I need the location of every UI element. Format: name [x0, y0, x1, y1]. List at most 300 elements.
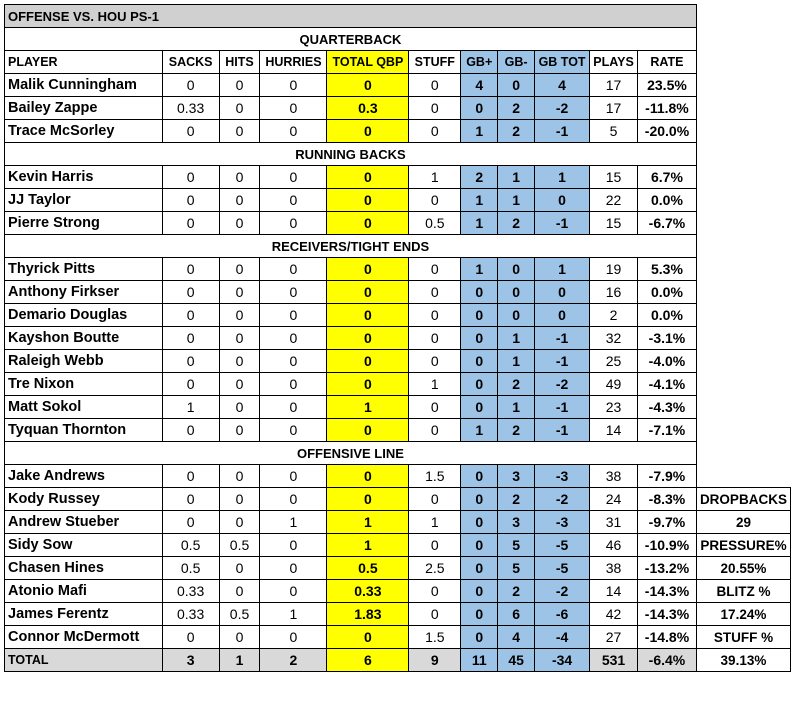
stat-rate: -14.3% — [638, 580, 697, 603]
stat-gb-minus: 2 — [498, 580, 535, 603]
stat-hurries: 0 — [260, 189, 327, 212]
stat-stuff: 1 — [409, 511, 461, 534]
stat-hits: 0 — [219, 120, 260, 143]
header-plays: PLAYS — [590, 51, 638, 74]
stat-hurries: 0 — [260, 327, 327, 350]
stat-plays: 22 — [590, 189, 638, 212]
table-row — [5, 258, 791, 281]
stat-hurries: 1 — [260, 603, 327, 626]
player-name: Tre Nixon — [5, 373, 163, 396]
stat-stuff: 1 — [409, 373, 461, 396]
stat-gb-tot: -1 — [535, 419, 590, 442]
stat-sacks: 0 — [162, 511, 219, 534]
stat-hits: 0.5 — [219, 603, 260, 626]
stat-gb-tot: -1 — [535, 350, 590, 373]
stat-gb-plus: 0 — [461, 373, 498, 396]
stat-hits: 0 — [219, 350, 260, 373]
stat-gb-plus: 0 — [461, 603, 498, 626]
stat-hurries: 0 — [260, 281, 327, 304]
stat-hurries: 0 — [260, 396, 327, 419]
stat-gb-plus: 0 — [461, 488, 498, 511]
section-title: QUARTERBACK — [5, 28, 697, 51]
stat-sacks: 0 — [162, 120, 219, 143]
header-player: PLAYER — [5, 51, 163, 74]
stat-total-qbp: 0 — [327, 281, 409, 304]
total-label: TOTAL — [5, 649, 163, 672]
stat-sacks: 0 — [162, 626, 219, 649]
header-gb-minus: GB- — [498, 51, 535, 74]
stat-stuff: 0 — [409, 97, 461, 120]
side-stat: 39.13% — [696, 649, 790, 672]
stat-sacks: 0 — [162, 304, 219, 327]
player-name: Kevin Harris — [5, 166, 163, 189]
total-hits: 1 — [219, 649, 260, 672]
side-stat: DROPBACKS — [696, 488, 790, 511]
player-name: Andrew Stueber — [5, 511, 163, 534]
stat-hurries: 0 — [260, 626, 327, 649]
stat-hits: 0 — [219, 258, 260, 281]
stat-total-qbp: 0 — [327, 373, 409, 396]
stat-total-qbp: 1 — [327, 534, 409, 557]
section-header-row — [5, 28, 791, 51]
stat-gb-tot: -2 — [535, 373, 590, 396]
stat-gb-minus: 6 — [498, 603, 535, 626]
stat-stuff: 0 — [409, 396, 461, 419]
stat-hits: 0 — [219, 419, 260, 442]
stat-plays: 32 — [590, 327, 638, 350]
stat-hurries: 0 — [260, 74, 327, 97]
stat-rate: 0.0% — [638, 281, 697, 304]
stat-gb-minus: 3 — [498, 465, 535, 488]
stat-sacks: 0 — [162, 258, 219, 281]
stat-gb-tot: -6 — [535, 603, 590, 626]
player-name: Jake Andrews — [5, 465, 163, 488]
stat-hits: 0.5 — [219, 534, 260, 557]
stat-gb-plus: 1 — [461, 120, 498, 143]
stat-gb-plus: 0 — [461, 396, 498, 419]
stat-gb-minus: 0 — [498, 281, 535, 304]
stat-hurries: 0 — [260, 97, 327, 120]
table-row — [5, 488, 791, 511]
stat-gb-plus: 1 — [461, 419, 498, 442]
table-row — [5, 511, 791, 534]
stat-sacks: 0 — [162, 465, 219, 488]
stat-gb-minus: 1 — [498, 350, 535, 373]
stat-plays: 38 — [590, 465, 638, 488]
stat-total-qbp: 0 — [327, 304, 409, 327]
side-empty — [696, 166, 790, 189]
stat-gb-minus: 1 — [498, 189, 535, 212]
stat-rate: -8.3% — [638, 488, 697, 511]
side-empty — [696, 97, 790, 120]
stat-gb-plus: 0 — [461, 350, 498, 373]
stat-stuff: 0 — [409, 74, 461, 97]
total-gb-plus: 11 — [461, 649, 498, 672]
stat-stuff: 1.5 — [409, 465, 461, 488]
stat-gb-plus: 0 — [461, 626, 498, 649]
player-name: Malik Cunningham — [5, 74, 163, 97]
stat-hurries: 0 — [260, 120, 327, 143]
player-name: James Ferentz — [5, 603, 163, 626]
stat-hurries: 0 — [260, 419, 327, 442]
stat-sacks: 0 — [162, 189, 219, 212]
stat-gb-tot: 1 — [535, 166, 590, 189]
player-name: Bailey Zappe — [5, 97, 163, 120]
stat-sacks: 0 — [162, 327, 219, 350]
stat-sacks: 0 — [162, 488, 219, 511]
stat-rate: -7.1% — [638, 419, 697, 442]
stat-gb-plus: 1 — [461, 258, 498, 281]
stat-hits: 0 — [219, 212, 260, 235]
side-empty — [696, 235, 790, 258]
stat-plays: 46 — [590, 534, 638, 557]
stat-plays: 14 — [590, 419, 638, 442]
stat-stuff: 0 — [409, 350, 461, 373]
player-name: Anthony Firkser — [5, 281, 163, 304]
total-sacks: 3 — [162, 649, 219, 672]
stat-hurries: 0 — [260, 557, 327, 580]
stat-gb-minus: 2 — [498, 419, 535, 442]
side-empty — [696, 212, 790, 235]
stat-gb-tot: -3 — [535, 465, 590, 488]
total-hurries: 2 — [260, 649, 327, 672]
table-row — [5, 626, 791, 649]
stat-rate: -4.0% — [638, 350, 697, 373]
stat-total-qbp: 0 — [327, 488, 409, 511]
stat-plays: 27 — [590, 626, 638, 649]
stat-plays: 42 — [590, 603, 638, 626]
stat-total-qbp: 0 — [327, 258, 409, 281]
stat-hits: 0 — [219, 626, 260, 649]
header-hurries: HURRIES — [260, 51, 327, 74]
header-gb-plus: GB+ — [461, 51, 498, 74]
stat-rate: 5.3% — [638, 258, 697, 281]
stat-total-qbp: 0 — [327, 350, 409, 373]
stat-gb-tot: -2 — [535, 580, 590, 603]
section-title: RECEIVERS/TIGHT ENDS — [5, 235, 697, 258]
section-header-row — [5, 143, 791, 166]
stat-gb-tot: -4 — [535, 626, 590, 649]
table-row — [5, 189, 791, 212]
stat-gb-plus: 0 — [461, 534, 498, 557]
stat-sacks: 0 — [162, 166, 219, 189]
stat-total-qbp: 0 — [327, 327, 409, 350]
stat-stuff: 0 — [409, 488, 461, 511]
stat-stuff: 0 — [409, 258, 461, 281]
side-empty — [696, 5, 790, 28]
header-sacks: SACKS — [162, 51, 219, 74]
player-name: Kayshon Boutte — [5, 327, 163, 350]
stat-stuff: 0 — [409, 603, 461, 626]
stat-gb-plus: 0 — [461, 97, 498, 120]
stat-hits: 0 — [219, 281, 260, 304]
side-empty — [696, 258, 790, 281]
table-row — [5, 74, 791, 97]
total-rate: -6.4% — [638, 649, 697, 672]
side-empty — [696, 143, 790, 166]
stat-hits: 0 — [219, 580, 260, 603]
stat-sacks: 0 — [162, 373, 219, 396]
stat-gb-minus: 2 — [498, 212, 535, 235]
stat-sacks: 0.33 — [162, 97, 219, 120]
stat-total-qbp: 0 — [327, 189, 409, 212]
side-stat: BLITZ % — [696, 580, 790, 603]
side-empty — [696, 120, 790, 143]
stat-total-qbp: 0.33 — [327, 580, 409, 603]
stat-plays: 14 — [590, 580, 638, 603]
player-name: JJ Taylor — [5, 189, 163, 212]
stat-gb-plus: 0 — [461, 465, 498, 488]
stat-gb-minus: 2 — [498, 373, 535, 396]
stat-stuff: 1 — [409, 166, 461, 189]
stat-gb-plus: 4 — [461, 74, 498, 97]
stat-total-qbp: 0 — [327, 74, 409, 97]
stat-stuff: 0 — [409, 580, 461, 603]
player-name: Demario Douglas — [5, 304, 163, 327]
stat-rate: -3.1% — [638, 327, 697, 350]
stat-gb-minus: 3 — [498, 511, 535, 534]
player-name: Matt Sokol — [5, 396, 163, 419]
header-total-qbp: TOTAL QBP — [327, 51, 409, 74]
stat-total-qbp: 0 — [327, 465, 409, 488]
stat-gb-plus: 0 — [461, 304, 498, 327]
stat-rate: -4.1% — [638, 373, 697, 396]
stat-plays: 2 — [590, 304, 638, 327]
player-name: Trace McSorley — [5, 120, 163, 143]
header-hits: HITS — [219, 51, 260, 74]
stat-gb-plus: 0 — [461, 281, 498, 304]
stat-gb-minus: 2 — [498, 97, 535, 120]
stat-rate: -6.7% — [638, 212, 697, 235]
stat-gb-plus: 1 — [461, 212, 498, 235]
stat-rate: -14.8% — [638, 626, 697, 649]
stat-hits: 0 — [219, 396, 260, 419]
stat-rate: -7.9% — [638, 465, 697, 488]
stat-plays: 15 — [590, 212, 638, 235]
stat-hits: 0 — [219, 465, 260, 488]
stat-sacks: 0.5 — [162, 534, 219, 557]
player-name: Atonio Mafi — [5, 580, 163, 603]
stat-gb-minus: 5 — [498, 534, 535, 557]
stat-total-qbp: 0 — [327, 212, 409, 235]
stat-rate: 23.5% — [638, 74, 697, 97]
stat-hurries: 0 — [260, 580, 327, 603]
stat-plays: 5 — [590, 120, 638, 143]
stat-gb-plus: 0 — [461, 327, 498, 350]
stat-gb-minus: 2 — [498, 488, 535, 511]
total-row — [5, 649, 791, 672]
stat-stuff: 0 — [409, 419, 461, 442]
stat-plays: 19 — [590, 258, 638, 281]
table-row — [5, 396, 791, 419]
stat-plays: 16 — [590, 281, 638, 304]
stat-gb-tot: 0 — [535, 281, 590, 304]
stat-total-qbp: 1 — [327, 511, 409, 534]
stat-hits: 0 — [219, 304, 260, 327]
player-name: Tyquan Thornton — [5, 419, 163, 442]
table-row — [5, 534, 791, 557]
player-name: Kody Russey — [5, 488, 163, 511]
stat-rate: 0.0% — [638, 189, 697, 212]
side-empty — [696, 74, 790, 97]
stat-plays: 23 — [590, 396, 638, 419]
stat-gb-minus: 1 — [498, 327, 535, 350]
stat-hits: 0 — [219, 74, 260, 97]
stat-gb-tot: -1 — [535, 396, 590, 419]
stat-hits: 0 — [219, 327, 260, 350]
stat-plays: 15 — [590, 166, 638, 189]
stat-plays: 17 — [590, 97, 638, 120]
stat-gb-minus: 1 — [498, 396, 535, 419]
stat-sacks: 0.5 — [162, 557, 219, 580]
table-row — [5, 327, 791, 350]
table-row — [5, 465, 791, 488]
stat-sacks: 0 — [162, 419, 219, 442]
stat-gb-plus: 2 — [461, 166, 498, 189]
table-row — [5, 350, 791, 373]
table-row — [5, 97, 791, 120]
stat-gb-tot: 4 — [535, 74, 590, 97]
table-row — [5, 580, 791, 603]
stat-gb-tot: 0 — [535, 189, 590, 212]
side-stat: PRESSURE% — [696, 534, 790, 557]
stat-rate: 6.7% — [638, 166, 697, 189]
total-stuff: 9 — [409, 649, 461, 672]
column-header-row — [5, 51, 791, 74]
side-empty — [696, 396, 790, 419]
stat-plays: 49 — [590, 373, 638, 396]
stat-sacks: 0 — [162, 281, 219, 304]
stat-plays: 25 — [590, 350, 638, 373]
stat-gb-tot: -1 — [535, 327, 590, 350]
stat-gb-plus: 0 — [461, 511, 498, 534]
stat-rate: -14.3% — [638, 603, 697, 626]
stat-gb-tot: 1 — [535, 258, 590, 281]
stat-rate: -11.8% — [638, 97, 697, 120]
stat-gb-tot: -1 — [535, 120, 590, 143]
table-row — [5, 120, 791, 143]
stat-hurries: 1 — [260, 511, 327, 534]
stat-hits: 0 — [219, 189, 260, 212]
header-gb-tot: GB TOT — [535, 51, 590, 74]
stat-gb-tot: -5 — [535, 534, 590, 557]
stat-stuff: 0 — [409, 120, 461, 143]
stat-stuff: 0 — [409, 304, 461, 327]
player-name: Thyrick Pitts — [5, 258, 163, 281]
stat-gb-minus: 0 — [498, 258, 535, 281]
player-name: Pierre Strong — [5, 212, 163, 235]
player-name: Raleigh Webb — [5, 350, 163, 373]
stat-sacks: 0 — [162, 350, 219, 373]
stat-rate: 0.0% — [638, 304, 697, 327]
side-stat: STUFF % — [696, 626, 790, 649]
stat-total-qbp: 1.83 — [327, 603, 409, 626]
stat-rate: -9.7% — [638, 511, 697, 534]
side-empty — [696, 442, 790, 465]
section-header-row — [5, 235, 791, 258]
header-stuff: STUFF — [409, 51, 461, 74]
stat-total-qbp: 0.5 — [327, 557, 409, 580]
stat-hits: 0 — [219, 97, 260, 120]
header-rate: RATE — [638, 51, 697, 74]
stat-hurries: 0 — [260, 212, 327, 235]
stat-hurries: 0 — [260, 350, 327, 373]
stat-hits: 0 — [219, 511, 260, 534]
table-row — [5, 281, 791, 304]
stat-hits: 0 — [219, 373, 260, 396]
stat-gb-tot: -3 — [535, 511, 590, 534]
side-empty — [696, 189, 790, 212]
stat-stuff: 0.5 — [409, 212, 461, 235]
total-gb-tot: -34 — [535, 649, 590, 672]
player-name: Sidy Sow — [5, 534, 163, 557]
stat-rate: -4.3% — [638, 396, 697, 419]
stat-hurries: 0 — [260, 373, 327, 396]
side-empty — [696, 327, 790, 350]
title-row — [5, 5, 791, 28]
stat-total-qbp: 0 — [327, 419, 409, 442]
stat-gb-tot: 0 — [535, 304, 590, 327]
stat-gb-minus: 4 — [498, 626, 535, 649]
side-stat: 20.55% — [696, 557, 790, 580]
table-row — [5, 419, 791, 442]
table-row — [5, 557, 791, 580]
table-row — [5, 603, 791, 626]
stat-gb-tot: -1 — [535, 212, 590, 235]
section-title: RUNNING BACKS — [5, 143, 697, 166]
side-empty — [696, 350, 790, 373]
stat-gb-minus: 1 — [498, 166, 535, 189]
stat-hurries: 0 — [260, 465, 327, 488]
stat-gb-plus: 0 — [461, 580, 498, 603]
side-stat: 29 — [696, 511, 790, 534]
table-row — [5, 373, 791, 396]
stat-gb-plus: 0 — [461, 557, 498, 580]
stat-plays: 17 — [590, 74, 638, 97]
stat-sacks: 0.33 — [162, 603, 219, 626]
stat-stuff: 0 — [409, 327, 461, 350]
player-name: Connor McDermott — [5, 626, 163, 649]
side-empty — [696, 465, 790, 488]
stat-stuff: 0 — [409, 534, 461, 557]
stat-sacks: 0.33 — [162, 580, 219, 603]
total-plays: 531 — [590, 649, 638, 672]
stat-rate: -20.0% — [638, 120, 697, 143]
side-empty — [696, 28, 790, 51]
stat-hits: 0 — [219, 488, 260, 511]
stat-hurries: 0 — [260, 488, 327, 511]
stat-stuff: 0 — [409, 189, 461, 212]
stat-gb-tot: -5 — [535, 557, 590, 580]
stat-total-qbp: 0.3 — [327, 97, 409, 120]
side-empty — [696, 419, 790, 442]
stat-gb-minus: 2 — [498, 120, 535, 143]
stat-total-qbp: 0 — [327, 166, 409, 189]
stat-gb-plus: 1 — [461, 189, 498, 212]
stat-plays: 31 — [590, 511, 638, 534]
table-row — [5, 212, 791, 235]
stat-stuff: 2.5 — [409, 557, 461, 580]
stat-stuff: 1.5 — [409, 626, 461, 649]
stat-plays: 38 — [590, 557, 638, 580]
player-name: Chasen Hines — [5, 557, 163, 580]
side-empty — [696, 304, 790, 327]
sheet-title: OFFENSE VS. HOU PS-1 — [5, 5, 697, 28]
stat-rate: -10.9% — [638, 534, 697, 557]
stat-hurries: 0 — [260, 304, 327, 327]
total-gb-minus: 45 — [498, 649, 535, 672]
offense-stats-table — [4, 4, 791, 672]
